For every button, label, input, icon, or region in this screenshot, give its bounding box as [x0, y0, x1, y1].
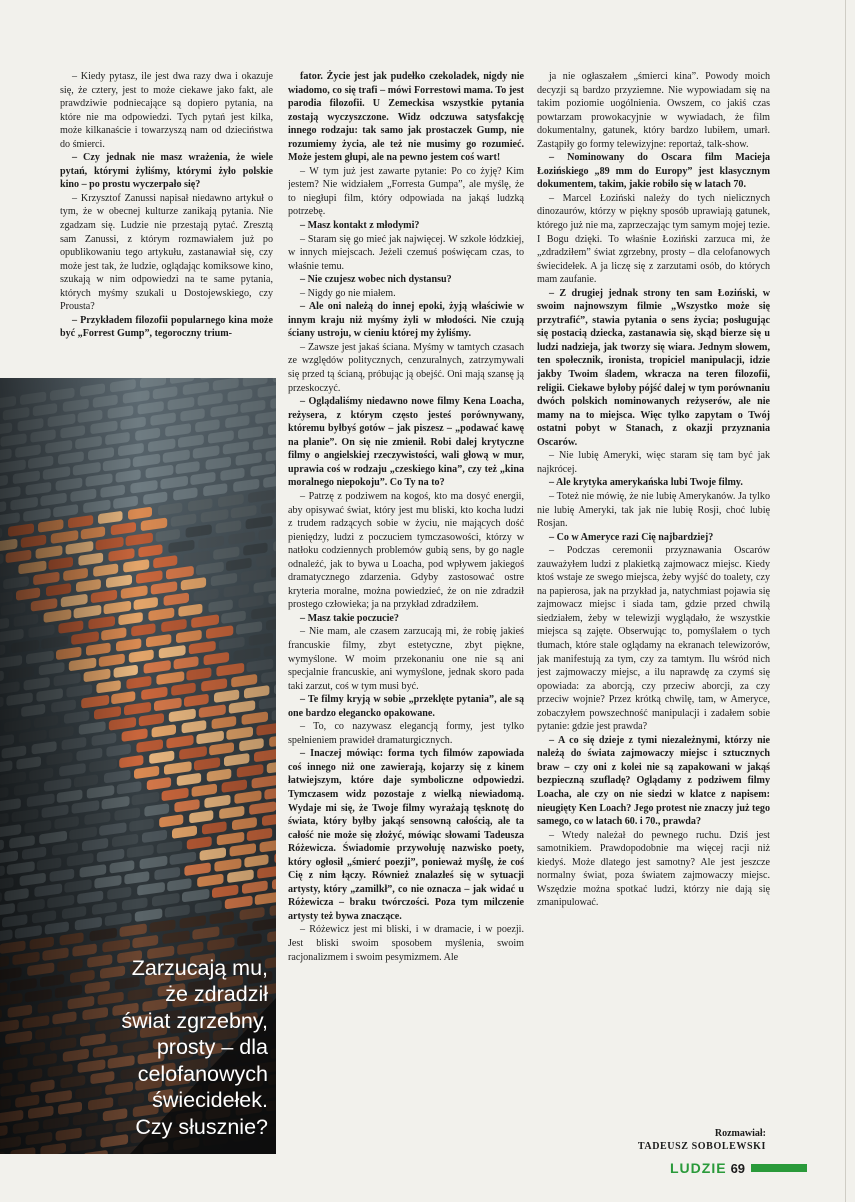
- interview-question: – Co w Ameryce razi Cię najbardziej?: [549, 531, 714, 543]
- interview-answer: ja nie ogłaszałem „śmierci kina”. Powody moich decyzji są bardzo przyziemne. Nie wypowiadam się na takim poziomie uogólnienia. Owszem, co jakiś czas powtarzam prowokacyjnie w wywiadach, że film dokumentalny, gatunek, który bardzo lubiłem, umarł. Zastąpiły go formy telewizyjne: reportaż, talk-show.: [537, 71, 770, 150]
- interview-answer: – Nigdy go nie miałem.: [300, 287, 396, 299]
- caption-line: świat zgrzebny,: [121, 1008, 268, 1033]
- interview-answer: – Toteż nie mówię, że nie lubię Amerykanów. Ja tylko nie lubię Ameryki, tak jak nie lubię Rosji, choć lubię Rosjan.: [537, 490, 770, 530]
- caption-line: Czy słusznie?: [135, 1114, 268, 1139]
- caption-line: prosty – dla: [156, 1035, 268, 1059]
- interview-answer: – Patrzę z podziwem na kogoś, kto ma dosyć energii, aby opisywać świat, który jest mu bliski, kto kocha ludzi z trudem radzących sobie w życiu, nie mających dość pieniędzy, ludzi z poczuciem tymczasowości, którzy w natłoku codziennych problemów gubią sens, by go nagle odnaleźć, jak to bywa u Loacha, pod wpływem jakiegoś dramatycznego zdarzenia. Gdyby zastosować ostre kryteria moralne, można powiedzieć, że on nie zdradził prostego człowieka; ja na przykład zdradziłem.: [288, 490, 524, 611]
- interview-answer: – W tym już jest zawarte pytanie: Po co żyję? Kim jestem? Nie widziałem „Forresta Gumpa”, ale myślę, że to niegłupi film, który odpowiada na jakąś ludzką potrzebę.: [288, 165, 524, 218]
- interview-answer: – Zawsze jest jakaś ściana. Myśmy w tamtych czasach ze względów politycznych, cenzuralnych, zatrzymywali się przed tą ścianą, próbując ją obejść. Oni mają szansę ją przeskoczyć.: [288, 341, 524, 394]
- interview-question: – Przykładem filozofii popularnego kina może być „Forrest Gump”, tegoroczny trium-: [60, 314, 273, 340]
- interview-question: – Ale oni należą do innej epoki, żyją właściwie w innym kraju niż myśmy żyli w młodości. Nie czują ściany ustroju, w cieniu której my żyliśmy.: [288, 301, 524, 340]
- magazine-brand: LUDZIE: [670, 1160, 727, 1176]
- page-number: 69: [730, 1160, 746, 1176]
- interview-answer: – Krzysztof Zanussi napisał niedawno artykuł o tym, że w obecnej kulturze zanikają pytania. Nie zgadzam się. Ludzie nie przestają pytać. Zresztą sam Zanussi, z którym rozmawiałem już po opublikowaniu tego artykułu, zastanawiał się, czy może jest tak, że ludzie, oglądając komiksowe kino, szukają w nim odpowiedzi na te same pytania, których myśmy szukali u Dostojewskiego, czy Prousta?: [60, 192, 273, 313]
- interview-question: – Oglądaliśmy niedawno nowe filmy Kena Loacha, reżysera, z którym często jesteś porównywany, któremu byłbyś gotów – jak piszesz – „podawać kawę na planie”. On się nie zmienił. Robi dalej krytyczne filmy o angielskiej rzeczywistości, wali głową w mur, uprawia coś w rodzaju „czeskiego kina”, czy też „kina moralnego niepokoju”. Co Ty na to?: [288, 396, 524, 489]
- interview-answer: – Nie lubię Ameryki, więc staram się tam być jak najkrócej.: [537, 450, 770, 475]
- page-footer: [670, 1160, 807, 1176]
- interview-question: – Inaczej mówiąc: forma tych filmów zapowiada coś innego niż one zawierają, kojarzy się z kinem łatwiejszym, które daje symboliczne odpowiedzi. Tymczasem widz pozostaje z wielką niewiadomą. Wydaje mi się, że Twoje filmy wyrażają tęsknotę do świata, który byłby jakąś sensowną całością, ale ta całość nie może się złożyć, mówiąc słowami Tadeusza Różewicza. Świadomie przywołuję nazwisko poety, który ogłosił „śmierć poezji”, ponieważ myślę, że coś Cię z nim łączy. Również znalazłeś się w sytuacji artysty, który „zamilkł”, co nie oznacza – jak widać u Różewicza – braku twórczości. Poza tym milczenie artysty też bywa znaczące.: [288, 748, 524, 922]
- photo-caption: [58, 955, 268, 1141]
- cobblestone-photo: [0, 378, 276, 1154]
- interview-question: – Nominowany do Oscara film Macieja Łozińskiego „89 mm do Europy” jest klasycznym dokumentem, takim, jakie robiło się w latach 70.: [537, 152, 770, 191]
- caption-line: że zdradził: [165, 982, 268, 1006]
- interview-answer: – Staram się go mieć jak najwięcej. W szkole łódzkiej, w innych miejscach. Jeżeli czemuś poświęcam czas, to właśnie temu.: [288, 233, 524, 272]
- interview-question: – Czy jednak nie masz wrażenia, że wiele pytań, którymi żyliśmy, którymi żyło polskie kino – po prostu wyczerpało się?: [60, 152, 273, 191]
- credit-name: TADEUSZ SOBOLEWSKI: [637, 1141, 766, 1152]
- credit-label: Rozmawiał:: [714, 1128, 766, 1139]
- article-column-1: [60, 70, 273, 370]
- interview-question: – Te filmy kryją w sobie „przeklęte pytania”, ale są one bardzo elegancko opakowane.: [288, 694, 524, 719]
- interview-question: – A co się dzieje z tymi niezależnymi, którzy nie należą do świata zajmowaczy miejsc i sztucznych braw – czy oni z kolei nie są zapakowani w jakąś bezpieczną szufladę? Oglądamy z podziwem filmy Loacha, ale czy on nie siedzi w klatce z napisem: nieugięty Ken Loach? Jego protest nie znaczy już tego samego, co w latach 60. i 70., prawda?: [537, 734, 770, 828]
- interview-answer: – Wtedy należał do pewnego ruchu. Dziś jest samotnikiem. Prawdopodobnie ma więcej racji niż kiedyś. Może dlatego jest samotny? Ale jest jeszcze normalny świat, poza światem zajmowaczy miejsc. Wszędzie można spotkać ludzi, którzy nie dają się zmanipulować.: [537, 829, 770, 909]
- interview-answer: – Różewicz jest mi bliski, i w dramacie, i w poezji. Jest bliski swoim sposobem myślenia, swoim racjonalizmem i swoim pesymizmem. Ale: [288, 924, 524, 963]
- page-edge: [845, 0, 846, 1202]
- interview-question: – Ale krytyka amerykańska lubi Twoje filmy.: [549, 477, 743, 489]
- interview-question: – Masz kontakt z młodymi?: [300, 220, 420, 232]
- interview-answer: – Podczas ceremonii przyznawania Oscarów zauważyłem ludzi z plakietką zajmowacz miejsc. Kiedy ktoś wstaje ze swego miejsca, żeby wyjść do toalety, czy na papierosa, jak na przykład ja, natychmiast pojawia się zajmowacz miejsc i siada tam, gdzie przed chwilą siedziałem, żeby w telewizji wyglądało, że wszystkie miejsca są zajęte. Obserwując to, pomyślałem o tych tłumach, które stale oglądamy na ekranach telewizorów, jak manifestują za tym, czy za tamtym. Ilu wśród nich jest zajmowaczy miejsc, a ilu naprawdę za czymś się opowiada: za aborcją, czy przeciw aborcji, za czy przeciw wojnie? Przez krótką chwilę, tam, w Ameryce, zobaczyłem powszechność manipulacji i zadałem sobie pytanie: gdzie jest prawda?: [537, 545, 770, 733]
- interview-answer: – Kiedy pytasz, ile jest dwa razy dwa i okazuje się, że cztery, jest to może ciekawe jako fakt, ale prawdziwie podniecające są dopiero pytania, na które nie ma odpowiedzi. Tych pytań jest kilka, może kilkanaście i towarzyszą nam od dzieciństwa do śmierci.: [60, 71, 273, 150]
- footer-accent-bar: [751, 1164, 807, 1172]
- caption-line: Zarzucają mu,: [131, 955, 268, 980]
- interview-question: – Masz takie poczucie?: [300, 612, 399, 624]
- interview-answer: – To, co nazywasz elegancją formy, jest tylko spełnieniem prawideł dramaturgicznych.: [288, 721, 524, 746]
- caption-line: celofanowych: [137, 1061, 268, 1086]
- interviewer-credit: [560, 1127, 766, 1153]
- interview-question: fator. Życie jest jak pudełko czekoladek, nigdy nie wiadomo, co się trafi – mówi Forrestowi mama. To jest parodia filozofii. U Zemeckisa wszystkie pytania zostają wyczyszczone. Widz odczuwa satysfakcję innego rodzaju: tak samo jak prostaczek Gump, nie rozumiemy życia, ale też nie musimy go rozumieć. Może jestem głupi, ale na pewno jestem coś wart!: [288, 71, 524, 164]
- interview-question: – Z drugiej jednak strony ten sam Łoziński, w swoim najnowszym filmie „Wszystko może się przytrafić”, stawia pytania o sens życia; posługując się postacią dziecka, zastanawia się, skąd bierze się u ludzi nadzieja, jak tworzy się wiara. Jednym słowem, ten społecznik, ironista, tropiciel manipulacji, idzie jakby Twoim śladem, wkracza na teren filozofii, religii. Ciekawe byłoby pójść dalej w tym porównaniu dwóch polskich nominowanych reżyserów, ale nie mamy na to miejsca. Więc tylko zapytam o Twój ostatni pobyt w Stanach, z okazji przyznania Oscarów.: [537, 287, 770, 448]
- article-column-2: [288, 70, 524, 1160]
- caption-line: świecidełek.: [152, 1088, 268, 1112]
- article-column-3: [537, 70, 770, 1120]
- interview-question: – Nie czujesz wobec nich dystansu?: [300, 274, 452, 286]
- interview-answer: – Marcel Łoziński należy do tych nielicznych dinozaurów, którzy w piękny sposób uprawiają gatunek, którego już nie ma, zaprzeczając tym samym mojej tezie. I Bogu dzięki. To właśnie Łoziński zarzuca mi, że „zdradziłem” świat zgrzebny, prosty – dla celofanowych świecidełek. A ja liczę się z zarzutami osób, do których mam zaufanie.: [537, 192, 770, 286]
- interview-answer: – Nie mam, ale czasem zarzucają mi, że robię jakieś francuskie filmy, zbyt estetyczne, zbyt piękne, wymyślone. W moim przekonaniu one nie są ani specjalnie francuskie, ani wymyślone, jednak skoro pada taki zarzut, coś w tym musi być.: [288, 626, 524, 692]
